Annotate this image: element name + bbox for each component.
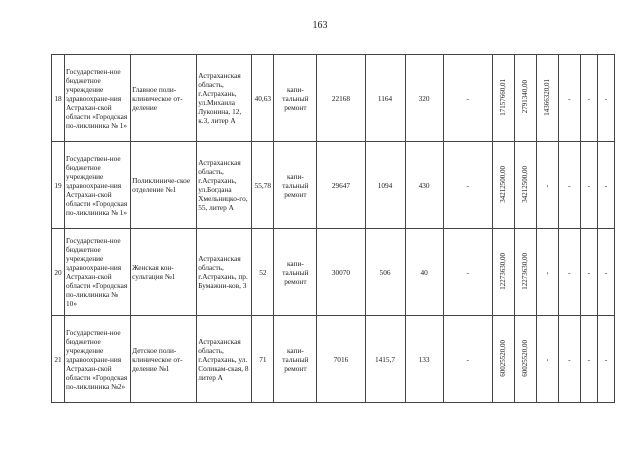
funding-cell-5: - — [580, 229, 597, 316]
funding-cell-1-text: 60025520,00 — [499, 339, 508, 377]
value-cell-1: 29647 — [317, 142, 365, 229]
value-cell-3: 40 — [405, 229, 443, 316]
address-cell: Астраханская область, г.Астрахань, ул.Богдана Хмельницко-го, 55, литер А — [197, 142, 252, 229]
organization-cell: Государствен-ное бюджетное учреждение здравоохране-ния Астрахан-ской области «Городская по-ликлиника № 10» — [65, 229, 131, 316]
area-cell: 52 — [252, 229, 274, 316]
value-cell-4: - — [443, 142, 492, 229]
funding-cell-1 — [492, 316, 514, 403]
funding-cell-5: - — [580, 142, 597, 229]
funding-cell-4: - — [558, 55, 580, 142]
funding-cell-4: - — [558, 142, 580, 229]
funding-cell-3-text: 14366320,01 — [543, 78, 552, 116]
value-cell-4: - — [443, 55, 492, 142]
address-cell: Астраханская область, г.Астрахань, ул. Соликам-ская, 8 литер А — [197, 316, 252, 403]
funding-cell-4: - — [558, 229, 580, 316]
row-number: 18 — [52, 55, 65, 142]
funding-cell-5: - — [580, 55, 597, 142]
department-name-cell: Поликлиниче-ское отделение №1 — [131, 142, 197, 229]
address-cell: Астраханская область, г.Астрахань, пр. Бумажни-ков, 3 — [197, 229, 252, 316]
department-name-cell: Женская кон-сультация №1 — [131, 229, 197, 316]
funding-cell-3-text: - — [543, 272, 552, 275]
funding-cell-6: - — [597, 316, 614, 403]
funding-cell-2 — [514, 229, 536, 316]
funding-cell-2 — [514, 55, 536, 142]
area-cell: 40,63 — [252, 55, 274, 142]
funding-cell-1 — [492, 55, 514, 142]
row-number: 21 — [52, 316, 65, 403]
funding-cell-3 — [536, 142, 558, 229]
repair-type-cell: капи-тальный ремонт — [274, 316, 317, 403]
value-cell-2: 506 — [365, 229, 405, 316]
repair-type-cell: капи-тальный ремонт — [274, 229, 317, 316]
organization-cell: Государствен-ное бюджетное учреждение здравоохране-ния Астрахан-ской области «Городская по-ликлиника № 1» — [65, 55, 131, 142]
value-cell-1: 30070 — [317, 229, 365, 316]
funding-cell-6: - — [597, 55, 614, 142]
table-row — [52, 229, 615, 316]
funding-cell-2 — [514, 316, 536, 403]
funding-cell-2-text: 2791340,00 — [521, 80, 530, 114]
organization-cell: Государствен-ное бюджетное учреждение здравоохране-ния Астрахан-ской области «Городская по-ликлиника №2» — [65, 316, 131, 403]
funding-cell-2-text: 34212500,00 — [521, 165, 530, 203]
row-number: 20 — [52, 229, 65, 316]
value-cell-2: 1164 — [365, 55, 405, 142]
funding-cell-1-text: 12273630,00 — [499, 252, 508, 290]
funding-cell-1-text: 34212500,00 — [499, 165, 508, 203]
value-cell-1: 22168 — [317, 55, 365, 142]
table-row — [52, 142, 615, 229]
row-number: 19 — [52, 142, 65, 229]
funding-cell-3-text: - — [543, 359, 552, 362]
funding-cell-1 — [492, 229, 514, 316]
funding-cell-6: - — [597, 142, 614, 229]
funding-cell-5: - — [580, 316, 597, 403]
facilities-table — [51, 54, 615, 403]
funding-cell-3 — [536, 316, 558, 403]
value-cell-3: 320 — [405, 55, 443, 142]
funding-cell-1 — [492, 142, 514, 229]
value-cell-4: - — [443, 229, 492, 316]
table-row — [52, 55, 615, 142]
value-cell-4: - — [443, 316, 492, 403]
table-row — [52, 316, 615, 403]
repair-type-cell: капи-тальный ремонт — [274, 55, 317, 142]
value-cell-3: 133 — [405, 316, 443, 403]
funding-cell-1-text: 17157660,01 — [499, 78, 508, 116]
funding-cell-2 — [514, 142, 536, 229]
area-cell: 55,78 — [252, 142, 274, 229]
organization-cell: Государствен-ное бюджетное учреждение здравоохране-ния Астрахан-ской области «Городская по-ликлиника № 1» — [65, 142, 131, 229]
funding-cell-2-text: 12273630,00 — [521, 252, 530, 290]
funding-cell-3 — [536, 55, 558, 142]
value-cell-2: 1415,7 — [365, 316, 405, 403]
funding-cell-6: - — [597, 229, 614, 316]
page-number: 163 — [312, 20, 328, 31]
funding-cell-2-text: 60025520,00 — [521, 339, 530, 377]
department-name-cell: Детское поли-клиническое от-деление №1 — [131, 316, 197, 403]
funding-cell-4: - — [558, 316, 580, 403]
area-cell: 71 — [252, 316, 274, 403]
value-cell-2: 1094 — [365, 142, 405, 229]
value-cell-3: 430 — [405, 142, 443, 229]
funding-cell-3 — [536, 229, 558, 316]
value-cell-1: 7016 — [317, 316, 365, 403]
department-name-cell: Главное поли-клиническое от-деление — [131, 55, 197, 142]
repair-type-cell: капи-тальный ремонт — [274, 142, 317, 229]
address-cell: Астраханская область, г.Астрахань, ул.Михаила Луконина, 12, к.3, литер А — [197, 55, 252, 142]
funding-cell-3-text: - — [543, 185, 552, 188]
